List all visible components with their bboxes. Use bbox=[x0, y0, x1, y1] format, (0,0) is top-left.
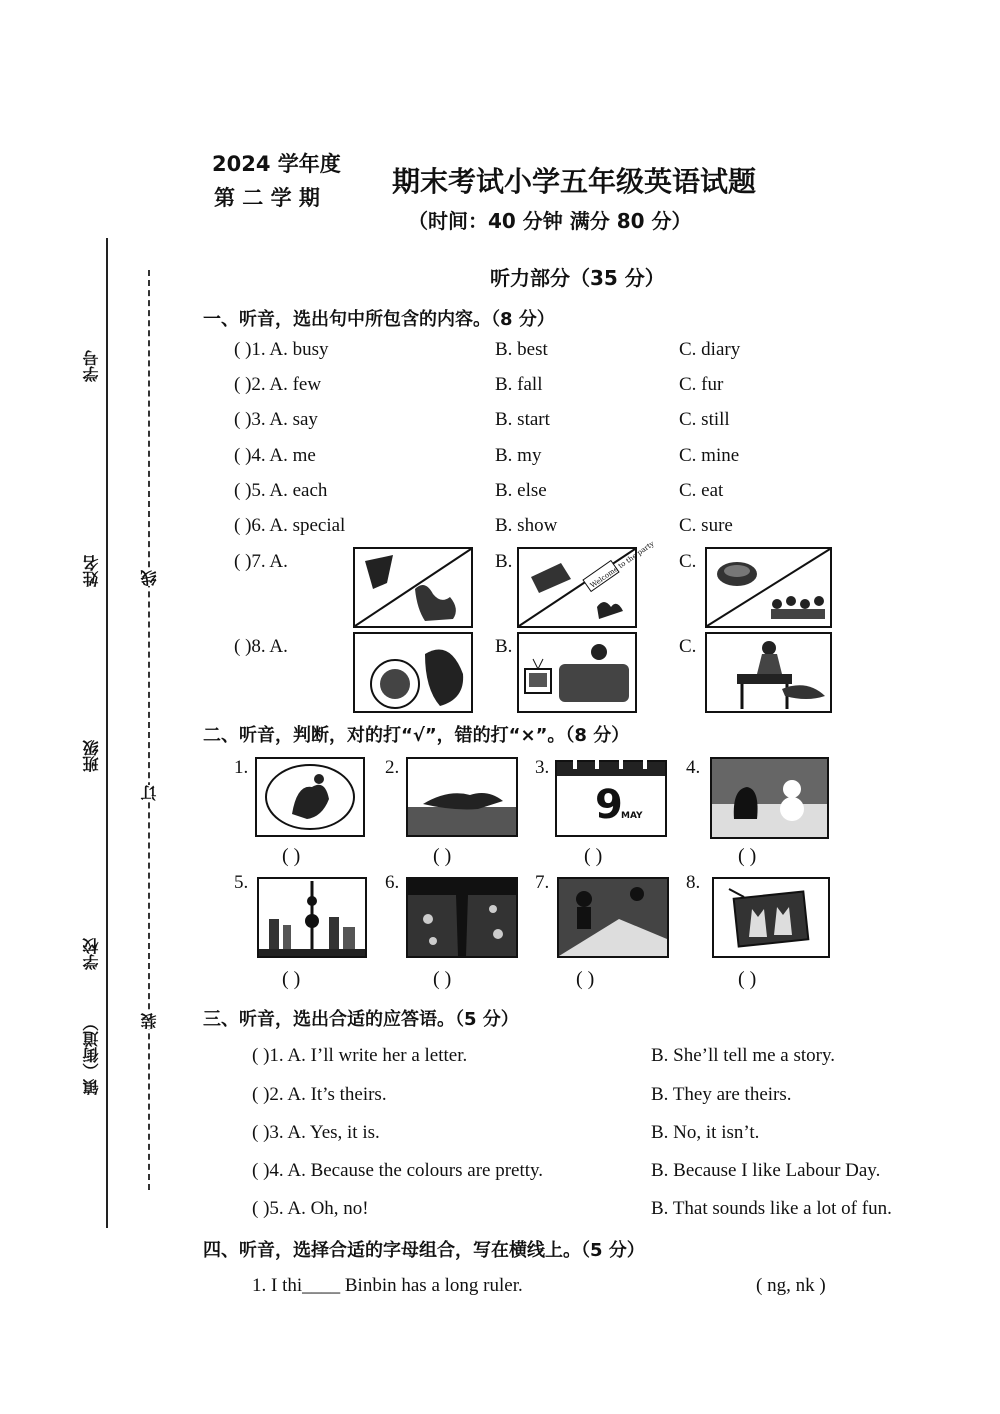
girl-playing-music-icon bbox=[707, 634, 830, 711]
s1-q3-c: C. still bbox=[679, 409, 730, 430]
staple-label: 订 bbox=[140, 785, 159, 801]
s2-picture-2 bbox=[406, 757, 518, 837]
s2-answer-6[interactable]: ( ) bbox=[433, 968, 452, 990]
section1-heading: 一、听音，选出句中所包含的内容。（8 分） bbox=[203, 309, 555, 330]
binding-solid-line bbox=[106, 238, 108, 1228]
s1-q8-b: B. bbox=[495, 636, 513, 657]
s1-q2-a: ( )2. A. few bbox=[234, 374, 322, 395]
s2-picture-1 bbox=[255, 757, 365, 837]
s2-answer-2[interactable]: ( ) bbox=[433, 845, 452, 867]
s2-picture-8 bbox=[712, 877, 830, 958]
s3-q3-a: ( )3. A. Yes, it is. bbox=[252, 1122, 380, 1143]
s1-q4-b: B. my bbox=[495, 445, 542, 466]
calendar-month: MAY bbox=[621, 811, 643, 821]
q8-option-b-picture bbox=[517, 632, 637, 713]
s4-q1-text: 1. I thi____ Binbin has a long ruler. bbox=[252, 1275, 523, 1296]
s2-answer-8[interactable]: ( ) bbox=[738, 968, 757, 990]
s2-picture-7 bbox=[557, 877, 669, 958]
mooncake-icon bbox=[355, 634, 471, 711]
s1-q3-a: ( )3. A. say bbox=[234, 409, 318, 430]
kite-and-dragon-icon bbox=[355, 549, 471, 626]
q8-option-a-picture bbox=[353, 632, 473, 713]
page-subtitle: （时间：40 分钟 满分 80 分） bbox=[408, 209, 692, 233]
leaves-falling-icon bbox=[408, 879, 516, 956]
section2-heading: 二、听音，判断，对的打“√”，错的打“×”。（8 分） bbox=[203, 725, 630, 746]
swimming-icon bbox=[408, 759, 516, 835]
q8-option-c-picture bbox=[705, 632, 832, 713]
page-title: 期末考试小学五年级英语试题 bbox=[392, 165, 757, 198]
s2-answer-7[interactable]: ( ) bbox=[576, 968, 595, 990]
s1-q2-b: B. fall bbox=[495, 374, 543, 395]
s1-q7-b: B. bbox=[495, 551, 513, 572]
s3-q2-a: ( )2. A. It’s theirs. bbox=[252, 1084, 387, 1105]
party-sign-text: Welcome to the party bbox=[588, 539, 656, 590]
s1-q5-a: ( )5. A. each bbox=[234, 480, 328, 501]
class-label: 班级 bbox=[82, 740, 101, 772]
s1-q2-c: C. fur bbox=[679, 374, 724, 395]
listening-title: 听力部分（35 分） bbox=[490, 266, 665, 290]
name-label: 姓名 bbox=[82, 555, 101, 587]
sofa-and-tv-icon bbox=[519, 634, 635, 711]
section3-heading: 三、听音，选出合适的应答语。（5 分） bbox=[203, 1009, 519, 1030]
snow-and-bear-icon bbox=[712, 759, 827, 837]
s2-num-4: 4. bbox=[686, 757, 701, 778]
bind-label: 装 bbox=[140, 1013, 159, 1029]
q7-option-a-picture bbox=[353, 547, 473, 628]
year-line-2: 第 二 学 期 bbox=[214, 186, 320, 210]
school-label: 学校 bbox=[82, 938, 101, 970]
calendar-day: 9 bbox=[595, 782, 623, 828]
s3-q5-a: ( )5. A. Oh, no! bbox=[252, 1198, 369, 1219]
town-label: 镇（街道） bbox=[82, 1015, 101, 1095]
s2-answer-4[interactable]: ( ) bbox=[738, 845, 757, 867]
section4-heading: 四、听音，选择合适的字母组合，写在横线上。（5 分） bbox=[203, 1240, 645, 1261]
binding-margin bbox=[80, 230, 170, 1230]
s2-answer-5[interactable]: ( ) bbox=[282, 968, 301, 990]
s3-q2-b: B. They are theirs. bbox=[651, 1084, 792, 1105]
cake-and-party-sign-icon bbox=[519, 539, 656, 626]
s1-q6-b: B. show bbox=[495, 515, 558, 536]
cats-photo-icon bbox=[714, 879, 828, 956]
s1-q8-num: ( )8. A. bbox=[234, 636, 288, 657]
s2-picture-4 bbox=[710, 757, 829, 839]
s3-q3-b: B. No, it isn’t. bbox=[651, 1122, 760, 1143]
s3-q4-b: B. Because I like Labour Day. bbox=[651, 1160, 881, 1181]
s3-q1-b: B. She’ll tell me a story. bbox=[651, 1045, 835, 1066]
q7-option-c-picture bbox=[705, 547, 832, 628]
children-at-night-icon bbox=[559, 879, 667, 956]
s3-q4-a: ( )4. A. Because the colours are pretty. bbox=[252, 1160, 544, 1181]
s2-answer-1[interactable]: ( ) bbox=[282, 845, 301, 867]
s1-q5-b: B. else bbox=[495, 480, 547, 501]
s2-picture-3 bbox=[555, 760, 667, 837]
s4-q1-options: ( ng, nk ) bbox=[756, 1275, 826, 1296]
s2-num-3: 3. bbox=[535, 757, 550, 778]
s1-q1-c: C. diary bbox=[679, 339, 741, 360]
calendar-icon bbox=[557, 762, 665, 835]
s3-q1-a: ( )1. A. I’ll write her a letter. bbox=[252, 1045, 468, 1066]
s2-num-7: 7. bbox=[535, 872, 550, 893]
s1-q8-c: C. bbox=[679, 636, 697, 657]
binding-dashed-line bbox=[148, 270, 150, 1190]
city-skyline-tower-icon bbox=[259, 879, 365, 956]
s2-num-2: 2. bbox=[385, 757, 400, 778]
s1-q6-a: ( )6. A. special bbox=[234, 515, 346, 536]
s2-picture-5 bbox=[257, 877, 367, 958]
s1-q1-a: ( )1. A. busy bbox=[234, 339, 329, 360]
dumplings-and-family-icon bbox=[707, 549, 830, 626]
s1-q4-c: C. mine bbox=[679, 445, 740, 466]
s2-num-5: 5. bbox=[234, 872, 249, 893]
s1-q7-num: ( )7. A. bbox=[234, 551, 288, 572]
s1-q3-b: B. start bbox=[495, 409, 550, 430]
s2-picture-6 bbox=[406, 877, 518, 958]
s2-num-1: 1. bbox=[234, 757, 249, 778]
s2-num-8: 8. bbox=[686, 872, 701, 893]
s1-q4-a: ( )4. A. me bbox=[234, 445, 316, 466]
year-line-1: 2024 学年度 bbox=[212, 152, 341, 176]
student-id-label: 学号 bbox=[82, 350, 101, 382]
s1-q6-c: C. sure bbox=[679, 515, 733, 536]
dancing-figure-plate-icon bbox=[257, 759, 363, 835]
s3-q5-b: B. That sounds like a lot of fun. bbox=[651, 1198, 892, 1219]
s1-q7-c: C. bbox=[679, 551, 697, 572]
s2-answer-3[interactable]: ( ) bbox=[584, 845, 603, 867]
s1-q5-c: C. eat bbox=[679, 480, 724, 501]
s2-num-6: 6. bbox=[385, 872, 400, 893]
q7-option-b-picture bbox=[517, 539, 656, 628]
line-label: 线 bbox=[140, 570, 159, 586]
s1-q1-b: B. best bbox=[495, 339, 548, 360]
